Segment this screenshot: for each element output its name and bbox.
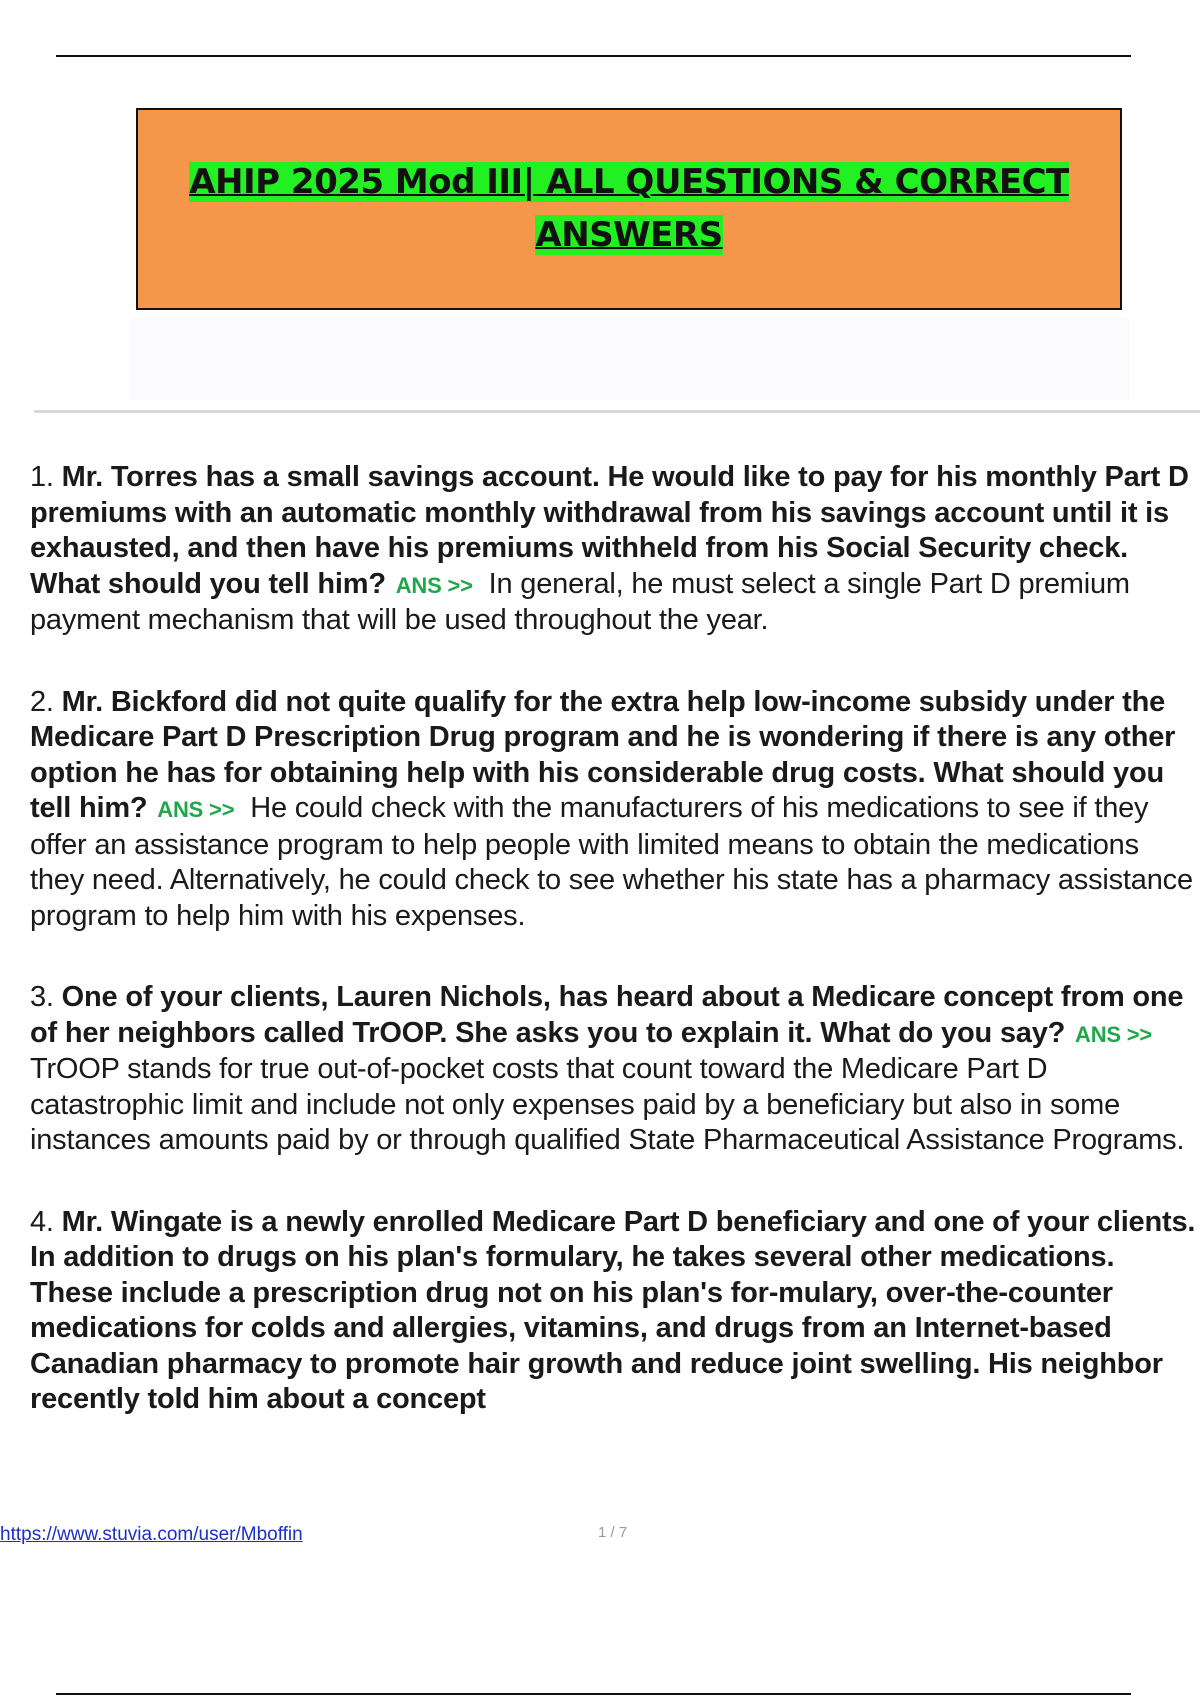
question-text: Mr. Bickford did not quite qualify for the extra help low-income subsidy under the Medicare Part D Prescription Drug program and he is wondering if there is any other option he has for obtaining help with his considerable drug costs. What should you tell him? [30, 685, 1176, 824]
answer-label: ANS >> [1075, 1021, 1153, 1047]
question-text: One of your clients, Lauren Nichols, has heard about a Medicare concept from one of her neighbors called TrOOP. She asks you to explain it. What do you say? [30, 981, 1184, 1049]
bottom-rule [56, 1693, 1131, 1695]
answer-text: TrOOP stands for true out-of-pocket costs that count toward the Medicare Part D catastrophic limit and include not only expenses paid by a beneficiary but also in some instances amounts paid by or through qualified State Pharmaceutical Assistance Programs. [30, 1053, 1185, 1156]
question-number: 2. [30, 685, 54, 718]
question-number: 1. [30, 461, 54, 493]
question-item-2 [30, 685, 1198, 935]
section-divider [34, 410, 1200, 413]
title-line-2: ANSWERS [535, 215, 723, 255]
title-line-1: AHIP 2025 Mod III| ALL QUESTIONS & CORRECT [189, 162, 1069, 202]
question-item-1 [30, 460, 1198, 639]
top-rule [56, 55, 1131, 57]
answer-label: ANS >> [395, 572, 473, 598]
document-title [189, 156, 1069, 262]
question-text: Mr. Torres has a small savings account. He would like to pay for his monthly Part D premiums with an automatic monthly withdrawal from his savings account until it is exhausted, and then have his premiums withheld from his Social Security check. What should you tell him? [30, 461, 1189, 600]
answer-text: In general, he must select a single Part D premium payment mechanism that will be used throughout the year. [30, 567, 1130, 636]
blank-region [130, 318, 1130, 400]
question-item-4 [30, 1205, 1198, 1418]
question-list [30, 460, 1198, 1464]
question-number: 4. [30, 1205, 54, 1238]
page-number: 1 / 7 [598, 1524, 628, 1541]
question-number: 3. [30, 981, 54, 1013]
title-banner [136, 108, 1122, 310]
answer-label: ANS >> [157, 797, 235, 822]
question-item-3 [30, 980, 1198, 1159]
answer-text: He could check with the manufacturers of his medications to see if they offer an assistance program to help people with limited means to obtain the medications they need. Alternatively, he could check to see whether his state has a pharmacy assistance program to help him with his expenses. [30, 792, 1193, 932]
source-link[interactable]: https://www.stuvia.com/user/Mboffin [0, 1524, 303, 1545]
question-text: Mr. Wingate is a newly enrolled Medicare Part D beneficiary and one of your clients. In addition to drugs on his plan's formulary, he takes several other medications. These include a prescription drug not on his plan's for-mulary, over-the-counter medications for colds and allergies, vitamins, and drugs from an Internet-based Canadian pharmacy to promote hair growth and reduce joint swelling. His neighbor recently told him about a concept [30, 1205, 1196, 1415]
